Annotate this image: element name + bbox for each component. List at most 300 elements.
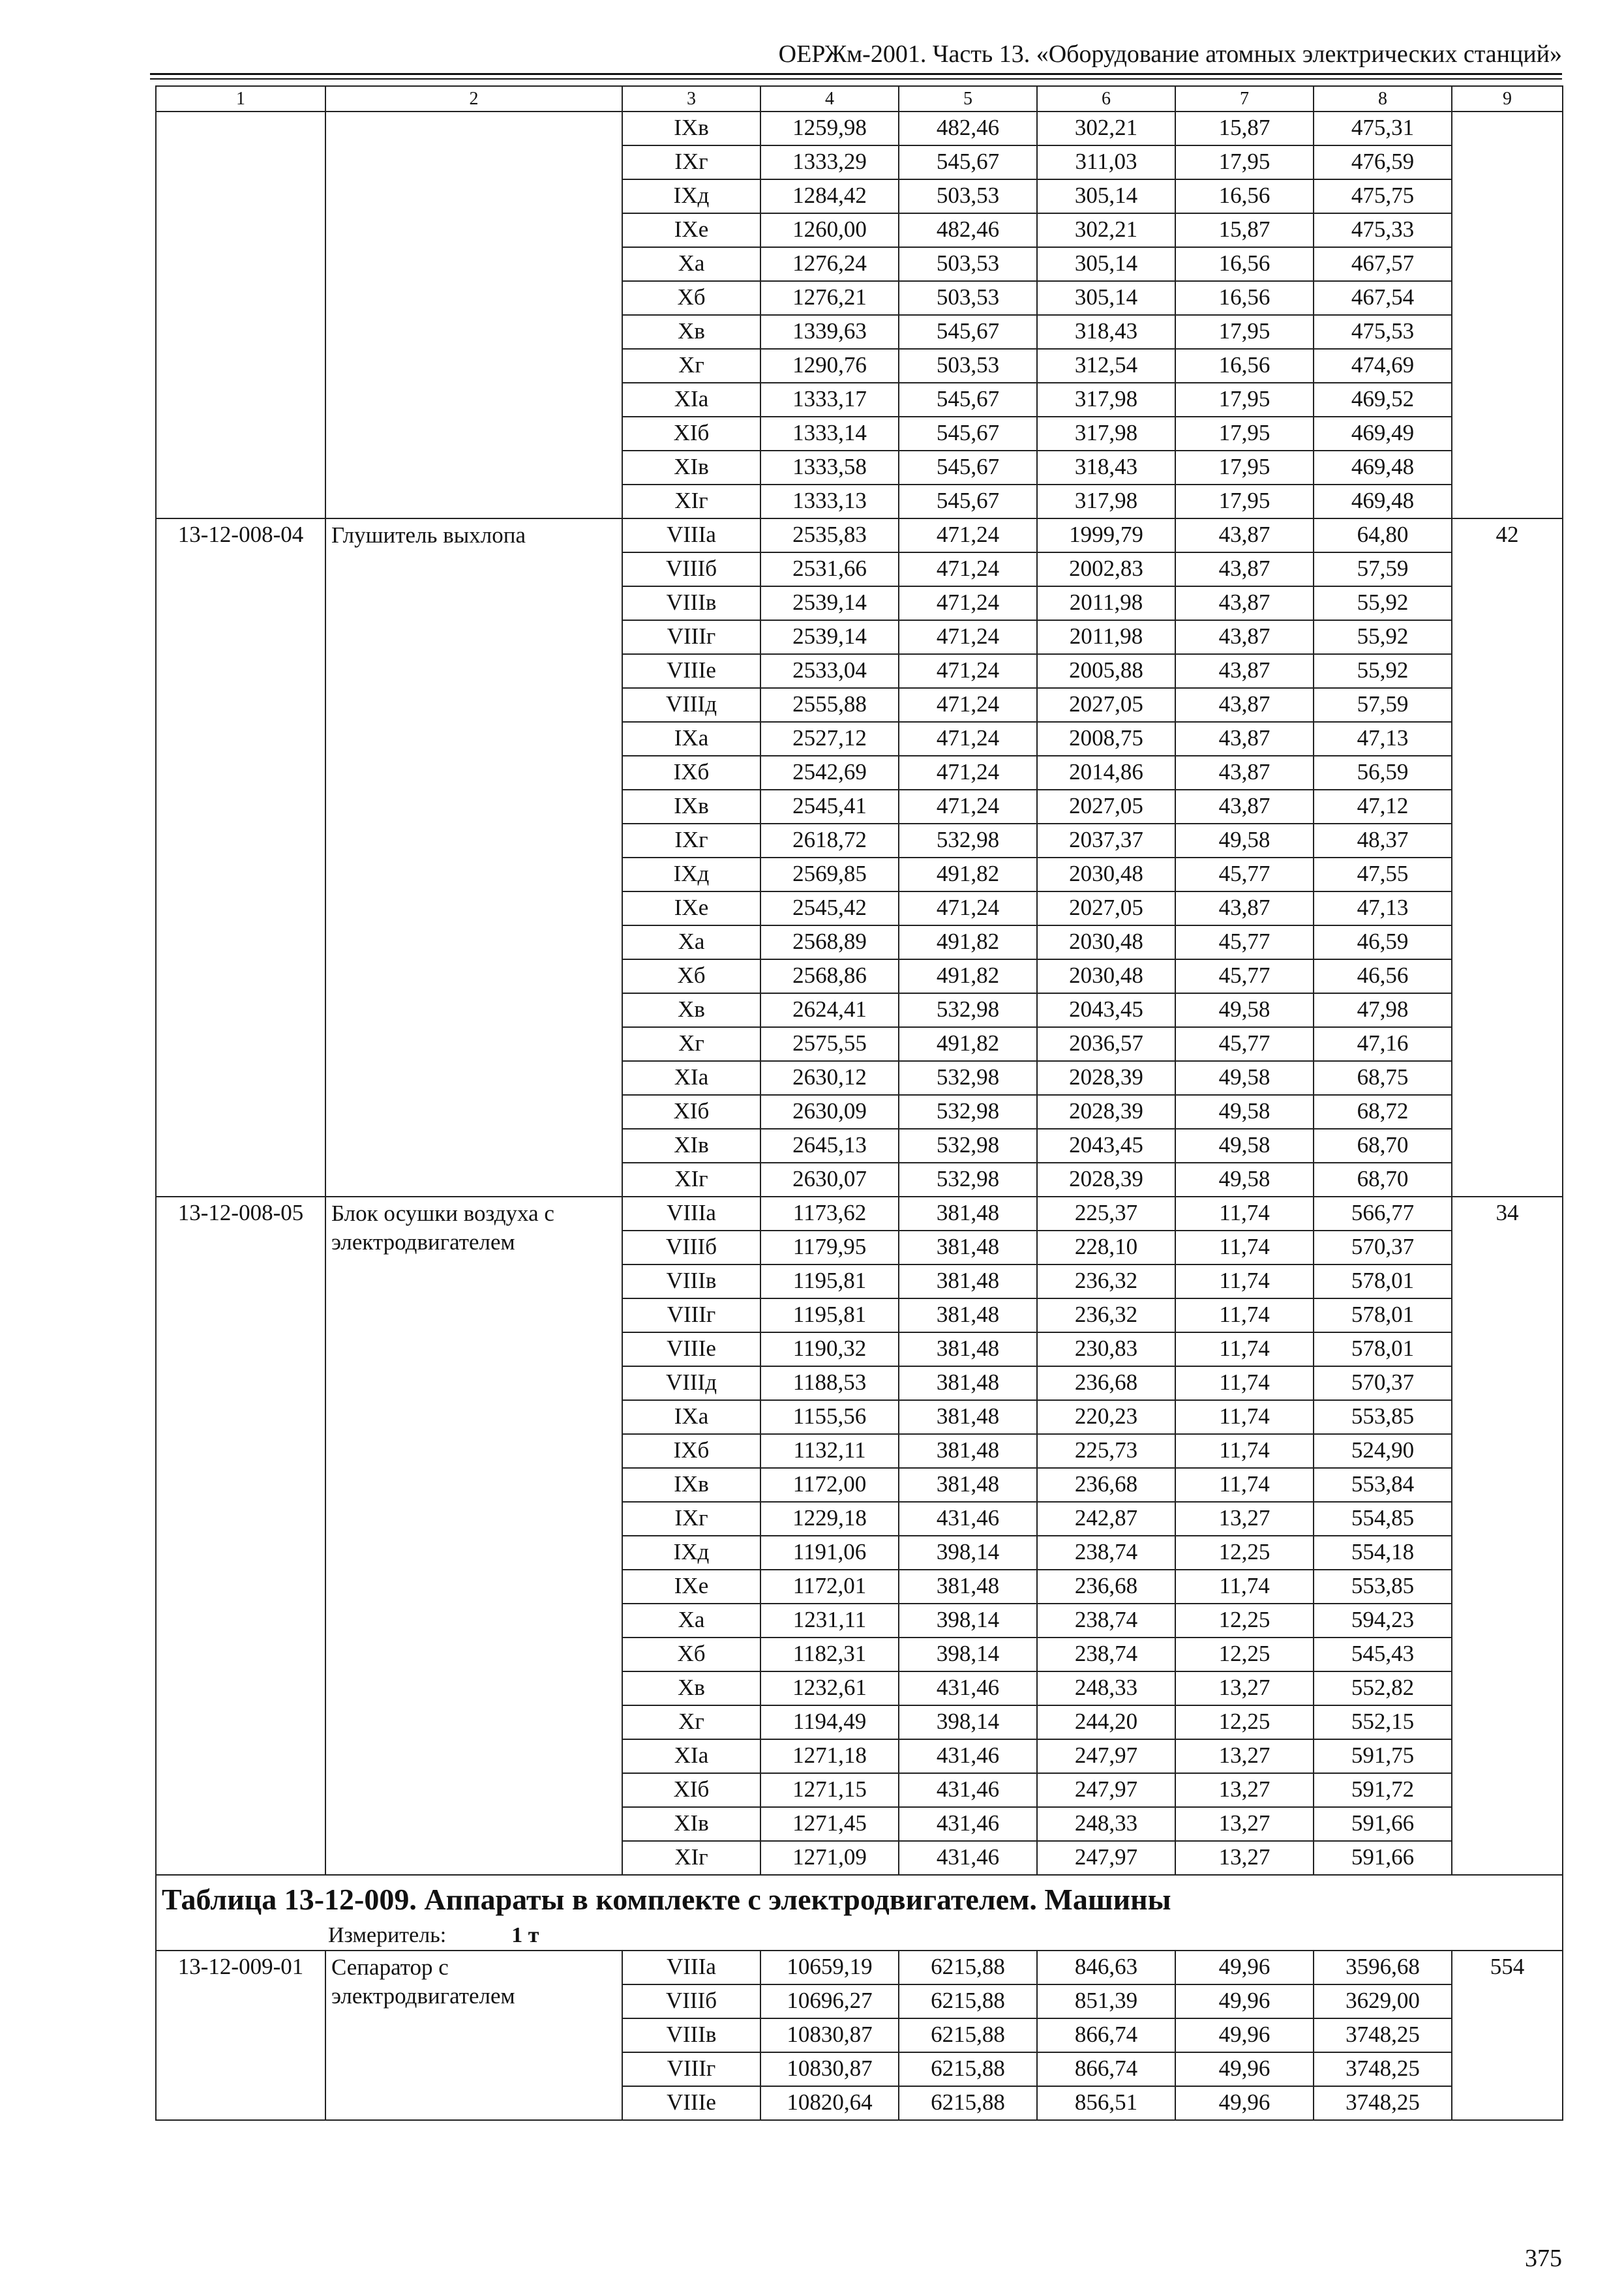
wage-cell: 532,98 [899, 1129, 1037, 1163]
total-cost-cell: 1172,01 [760, 1570, 899, 1604]
wage-cell: 491,82 [899, 959, 1037, 993]
machine-cost-cell: 247,97 [1037, 1739, 1175, 1773]
wage-cell: 503,53 [899, 247, 1037, 281]
machinist-wage-cell: 11,74 [1175, 1298, 1314, 1332]
wage-cell: 431,46 [899, 1671, 1037, 1705]
machinist-wage-cell: 17,95 [1175, 383, 1314, 417]
machinist-wage-cell: 45,77 [1175, 1027, 1314, 1061]
material-cost-cell: 553,85 [1314, 1570, 1452, 1604]
machine-cost-cell: 866,74 [1037, 2052, 1175, 2086]
total-cost-cell: 2624,41 [760, 993, 899, 1027]
machine-cost-cell: 2028,39 [1037, 1061, 1175, 1095]
total-cost-cell: 1231,11 [760, 1604, 899, 1638]
machine-cost-cell: 851,39 [1037, 1984, 1175, 2018]
zone-cell: XIв [622, 451, 760, 485]
wage-cell: 398,14 [899, 1638, 1037, 1671]
machinist-wage-cell: 49,96 [1175, 2052, 1314, 2086]
column-number: 8 [1314, 86, 1452, 112]
zone-cell: XIв [622, 1807, 760, 1841]
machinist-wage-cell: 43,87 [1175, 891, 1314, 925]
zone-cell: Xг [622, 1705, 760, 1739]
machinist-wage-cell: 45,77 [1175, 858, 1314, 891]
machinist-wage-cell: 12,25 [1175, 1536, 1314, 1570]
material-cost-cell: 578,01 [1314, 1264, 1452, 1298]
column-number: 2 [325, 86, 622, 112]
wage-cell: 491,82 [899, 858, 1037, 891]
total-cost-cell: 2527,12 [760, 722, 899, 756]
machinist-wage-cell: 11,74 [1175, 1400, 1314, 1434]
machinist-wage-cell: 12,25 [1175, 1638, 1314, 1671]
zone-cell: VIIIа [622, 1197, 760, 1231]
machine-cost-cell: 311,03 [1037, 145, 1175, 179]
wage-cell: 503,53 [899, 281, 1037, 315]
machinist-wage-cell: 11,74 [1175, 1231, 1314, 1264]
meter-value: 1 т [511, 1923, 539, 1947]
machinist-wage-cell: 43,87 [1175, 518, 1314, 552]
total-cost-cell: 10820,64 [760, 2086, 899, 2120]
machinist-wage-cell: 13,27 [1175, 1671, 1314, 1705]
zone-cell: XIг [622, 1163, 760, 1197]
section-row [156, 1875, 1563, 1951]
column-number: 9 [1452, 86, 1563, 112]
machinist-wage-cell: 13,27 [1175, 1841, 1314, 1875]
wage-cell: 471,24 [899, 756, 1037, 790]
material-cost-cell: 475,53 [1314, 315, 1452, 349]
material-cost-cell: 57,59 [1314, 688, 1452, 722]
total-cost-cell: 1271,45 [760, 1807, 899, 1841]
material-cost-cell: 552,15 [1314, 1705, 1452, 1739]
total-cost-cell: 2568,89 [760, 925, 899, 959]
total-cost-cell: 1333,14 [760, 417, 899, 451]
material-cost-cell: 469,48 [1314, 485, 1452, 518]
item-code: 13-12-008-05 [156, 1197, 325, 1875]
machine-cost-cell: 236,68 [1037, 1468, 1175, 1502]
total-cost-cell: 2645,13 [760, 1129, 899, 1163]
wage-cell: 491,82 [899, 1027, 1037, 1061]
zone-cell: IXб [622, 1434, 760, 1468]
zone-cell: VIIIг [622, 2052, 760, 2086]
zone-cell: VIIIб [622, 552, 760, 586]
machine-cost-cell: 248,33 [1037, 1807, 1175, 1841]
total-cost-cell: 2531,66 [760, 552, 899, 586]
material-cost-cell: 3748,25 [1314, 2086, 1452, 2120]
material-cost-cell: 591,75 [1314, 1739, 1452, 1773]
wage-cell: 381,48 [899, 1264, 1037, 1298]
zone-cell: IXг [622, 824, 760, 858]
machine-cost-cell: 236,68 [1037, 1570, 1175, 1604]
wage-cell: 381,48 [899, 1366, 1037, 1400]
wage-cell: 471,24 [899, 722, 1037, 756]
zone-cell: VIIIг [622, 620, 760, 654]
wage-cell: 6215,88 [899, 2018, 1037, 2052]
total-cost-cell: 1190,32 [760, 1332, 899, 1366]
machine-cost-cell: 317,98 [1037, 383, 1175, 417]
zone-cell: VIIIв [622, 1264, 760, 1298]
machine-cost-cell: 2028,39 [1037, 1163, 1175, 1197]
total-cost-cell: 1232,61 [760, 1671, 899, 1705]
total-cost-cell: 2618,72 [760, 824, 899, 858]
total-cost-cell: 1182,31 [760, 1638, 899, 1671]
machinist-wage-cell: 11,74 [1175, 1434, 1314, 1468]
machinist-wage-cell: 15,87 [1175, 213, 1314, 247]
machinist-wage-cell: 45,77 [1175, 959, 1314, 993]
material-cost-cell: 3596,68 [1314, 1951, 1452, 1984]
material-cost-cell: 55,92 [1314, 654, 1452, 688]
total-cost-cell: 2568,86 [760, 959, 899, 993]
machine-cost-cell: 247,97 [1037, 1841, 1175, 1875]
total-cost-cell: 10659,19 [760, 1951, 899, 1984]
machine-cost-cell: 2002,83 [1037, 552, 1175, 586]
wage-cell: 545,67 [899, 383, 1037, 417]
wage-cell: 545,67 [899, 485, 1037, 518]
machine-cost-cell: 236,32 [1037, 1264, 1175, 1298]
machine-cost-cell: 2030,48 [1037, 959, 1175, 993]
material-cost-cell: 553,84 [1314, 1468, 1452, 1502]
wage-cell: 503,53 [899, 349, 1037, 383]
machine-cost-cell: 317,98 [1037, 485, 1175, 518]
meter-line [162, 1924, 1557, 1950]
column-number: 6 [1037, 86, 1175, 112]
wage-cell: 545,67 [899, 417, 1037, 451]
material-cost-cell: 476,59 [1314, 145, 1452, 179]
header-rule-thin [150, 78, 1562, 80]
machine-cost-cell: 2027,05 [1037, 688, 1175, 722]
zone-cell: IXе [622, 1570, 760, 1604]
column-number: 7 [1175, 86, 1314, 112]
zone-cell: VIIIв [622, 2018, 760, 2052]
total-cost-cell: 2630,07 [760, 1163, 899, 1197]
column-number: 5 [899, 86, 1037, 112]
wage-cell: 471,24 [899, 891, 1037, 925]
machine-cost-cell: 248,33 [1037, 1671, 1175, 1705]
material-cost-cell: 545,43 [1314, 1638, 1452, 1671]
machine-cost-cell: 2043,45 [1037, 993, 1175, 1027]
zone-cell: IXе [622, 891, 760, 925]
zone-cell: Xб [622, 281, 760, 315]
wage-cell: 381,48 [899, 1298, 1037, 1332]
wage-cell: 398,14 [899, 1536, 1037, 1570]
total-cost-cell: 1276,24 [760, 247, 899, 281]
wage-cell: 381,48 [899, 1231, 1037, 1264]
item-name: Глушитель выхлопа [325, 518, 622, 1197]
zone-cell: Xв [622, 993, 760, 1027]
zone-cell: VIIIе [622, 2086, 760, 2120]
total-cost-cell: 2569,85 [760, 858, 899, 891]
material-cost-cell: 475,75 [1314, 179, 1452, 213]
material-cost-cell: 68,70 [1314, 1129, 1452, 1163]
machine-cost-cell: 244,20 [1037, 1705, 1175, 1739]
zone-cell: Xв [622, 1671, 760, 1705]
machine-cost-cell: 1999,79 [1037, 518, 1175, 552]
machine-cost-cell: 228,10 [1037, 1231, 1175, 1264]
material-cost-cell: 47,16 [1314, 1027, 1452, 1061]
material-cost-cell: 47,13 [1314, 722, 1452, 756]
machinist-wage-cell: 49,96 [1175, 2018, 1314, 2052]
material-cost-cell: 68,72 [1314, 1095, 1452, 1129]
wage-cell: 471,24 [899, 552, 1037, 586]
item-code: 13-12-008-04 [156, 518, 325, 1197]
zone-cell: VIIIа [622, 1951, 760, 1984]
wage-cell: 6215,88 [899, 1951, 1037, 1984]
total-cost-cell: 1195,81 [760, 1264, 899, 1298]
zone-cell: Xв [622, 315, 760, 349]
zone-cell: IXв [622, 790, 760, 824]
wage-cell: 532,98 [899, 824, 1037, 858]
labor-cost-cell: 34 [1452, 1197, 1563, 1875]
material-cost-cell: 591,72 [1314, 1773, 1452, 1807]
wage-cell: 6215,88 [899, 2086, 1037, 2120]
material-cost-cell: 475,33 [1314, 213, 1452, 247]
total-cost-cell: 1179,95 [760, 1231, 899, 1264]
machinist-wage-cell: 13,27 [1175, 1807, 1314, 1841]
table-body [156, 86, 1563, 2120]
wage-cell: 545,67 [899, 145, 1037, 179]
zone-cell: IXа [622, 722, 760, 756]
wage-cell: 381,48 [899, 1570, 1037, 1604]
machinist-wage-cell: 43,87 [1175, 722, 1314, 756]
wage-cell: 381,48 [899, 1197, 1037, 1231]
machine-cost-cell: 317,98 [1037, 417, 1175, 451]
machinist-wage-cell: 49,58 [1175, 1095, 1314, 1129]
total-cost-cell: 10830,87 [760, 2052, 899, 2086]
wage-cell: 545,67 [899, 315, 1037, 349]
machinist-wage-cell: 49,58 [1175, 1129, 1314, 1163]
zone-cell: Xб [622, 1638, 760, 1671]
material-cost-cell: 64,80 [1314, 518, 1452, 552]
machine-cost-cell: 302,21 [1037, 112, 1175, 145]
machine-cost-cell: 2011,98 [1037, 586, 1175, 620]
machine-cost-cell: 225,37 [1037, 1197, 1175, 1231]
item-code: 13-12-009-01 [156, 1951, 325, 2120]
total-cost-cell: 1173,62 [760, 1197, 899, 1231]
total-cost-cell: 2535,83 [760, 518, 899, 552]
material-cost-cell: 566,77 [1314, 1197, 1452, 1231]
zone-cell: IXв [622, 1468, 760, 1502]
machine-cost-cell: 2027,05 [1037, 790, 1175, 824]
machine-cost-cell: 2027,05 [1037, 891, 1175, 925]
zone-cell: VIIIа [622, 518, 760, 552]
zone-cell: IXа [622, 1400, 760, 1434]
total-cost-cell: 1339,63 [760, 315, 899, 349]
zone-cell: IXд [622, 179, 760, 213]
total-cost-cell: 1333,58 [760, 451, 899, 485]
total-cost-cell: 1271,15 [760, 1773, 899, 1807]
total-cost-cell: 1191,06 [760, 1536, 899, 1570]
wage-cell: 532,98 [899, 1095, 1037, 1129]
wage-cell: 431,46 [899, 1502, 1037, 1536]
total-cost-cell: 1194,49 [760, 1705, 899, 1739]
machine-cost-cell: 866,74 [1037, 2018, 1175, 2052]
machinist-wage-cell: 16,56 [1175, 281, 1314, 315]
total-cost-cell: 2542,69 [760, 756, 899, 790]
zone-cell: VIIIе [622, 654, 760, 688]
wage-cell: 381,48 [899, 1400, 1037, 1434]
wage-cell: 532,98 [899, 1163, 1037, 1197]
material-cost-cell: 469,52 [1314, 383, 1452, 417]
machinist-wage-cell: 17,95 [1175, 485, 1314, 518]
total-cost-cell: 1229,18 [760, 1502, 899, 1536]
total-cost-cell: 1284,42 [760, 179, 899, 213]
wage-cell: 471,24 [899, 518, 1037, 552]
total-cost-cell: 1260,00 [760, 213, 899, 247]
material-cost-cell: 56,59 [1314, 756, 1452, 790]
total-cost-cell: 1259,98 [760, 112, 899, 145]
zone-cell: IXг [622, 145, 760, 179]
machinist-wage-cell: 11,74 [1175, 1468, 1314, 1502]
machine-cost-cell: 2030,48 [1037, 858, 1175, 891]
material-cost-cell: 3748,25 [1314, 2018, 1452, 2052]
machinist-wage-cell: 43,87 [1175, 552, 1314, 586]
zone-cell: XIг [622, 485, 760, 518]
column-number-row [156, 86, 1563, 112]
machine-cost-cell: 305,14 [1037, 281, 1175, 315]
zone-cell: XIв [622, 1129, 760, 1163]
machinist-wage-cell: 17,95 [1175, 417, 1314, 451]
material-cost-cell: 47,55 [1314, 858, 1452, 891]
machine-cost-cell: 2036,57 [1037, 1027, 1175, 1061]
page-number: 375 [1525, 2245, 1562, 2272]
rates-table [155, 85, 1563, 2121]
machine-cost-cell: 318,43 [1037, 451, 1175, 485]
total-cost-cell: 2545,41 [760, 790, 899, 824]
total-cost-cell: 10830,87 [760, 2018, 899, 2052]
total-cost-cell: 1333,17 [760, 383, 899, 417]
zone-cell: Xа [622, 1604, 760, 1638]
zone-cell: Xа [622, 247, 760, 281]
machinist-wage-cell: 49,58 [1175, 993, 1314, 1027]
zone-cell: VIIIб [622, 1984, 760, 2018]
zone-cell: XIб [622, 1773, 760, 1807]
labor-cost-cell [1452, 112, 1563, 518]
material-cost-cell: 554,18 [1314, 1536, 1452, 1570]
zone-cell: VIIIд [622, 688, 760, 722]
machinist-wage-cell: 11,74 [1175, 1264, 1314, 1298]
machinist-wage-cell: 11,74 [1175, 1332, 1314, 1366]
material-cost-cell: 47,98 [1314, 993, 1452, 1027]
zone-cell: IXе [622, 213, 760, 247]
total-cost-cell: 2539,14 [760, 586, 899, 620]
machinist-wage-cell: 49,96 [1175, 1984, 1314, 2018]
machine-cost-cell: 2028,39 [1037, 1095, 1175, 1129]
zone-cell: VIIIв [622, 586, 760, 620]
material-cost-cell: 578,01 [1314, 1298, 1452, 1332]
machinist-wage-cell: 13,27 [1175, 1502, 1314, 1536]
wage-cell: 6215,88 [899, 2052, 1037, 2086]
machine-cost-cell: 230,83 [1037, 1332, 1175, 1366]
machine-cost-cell: 2011,98 [1037, 620, 1175, 654]
machinist-wage-cell: 49,96 [1175, 1951, 1314, 1984]
machine-cost-cell: 247,97 [1037, 1773, 1175, 1807]
machinist-wage-cell: 13,27 [1175, 1773, 1314, 1807]
machine-cost-cell: 2005,88 [1037, 654, 1175, 688]
total-cost-cell: 1155,56 [760, 1400, 899, 1434]
machinist-wage-cell: 17,95 [1175, 145, 1314, 179]
zone-cell: XIа [622, 1061, 760, 1095]
column-number: 1 [156, 86, 325, 112]
machinist-wage-cell: 11,74 [1175, 1197, 1314, 1231]
wage-cell: 482,46 [899, 213, 1037, 247]
machinist-wage-cell: 43,87 [1175, 790, 1314, 824]
total-cost-cell: 1271,09 [760, 1841, 899, 1875]
material-cost-cell: 57,59 [1314, 552, 1452, 586]
machine-cost-cell: 2037,37 [1037, 824, 1175, 858]
item-name: Сепаратор с электродвигателем [325, 1951, 622, 2120]
machinist-wage-cell: 12,25 [1175, 1705, 1314, 1739]
material-cost-cell: 578,01 [1314, 1332, 1452, 1366]
wage-cell: 381,48 [899, 1434, 1037, 1468]
wage-cell: 431,46 [899, 1807, 1037, 1841]
machinist-wage-cell: 11,74 [1175, 1366, 1314, 1400]
zone-cell: VIIIг [622, 1298, 760, 1332]
machinist-wage-cell: 43,87 [1175, 756, 1314, 790]
total-cost-cell: 1188,53 [760, 1366, 899, 1400]
total-cost-cell: 1290,76 [760, 349, 899, 383]
material-cost-cell: 47,13 [1314, 891, 1452, 925]
wage-cell: 431,46 [899, 1739, 1037, 1773]
material-cost-cell: 68,75 [1314, 1061, 1452, 1095]
machine-cost-cell: 236,32 [1037, 1298, 1175, 1332]
table-row [156, 518, 1563, 552]
machine-cost-cell: 2008,75 [1037, 722, 1175, 756]
material-cost-cell: 552,82 [1314, 1671, 1452, 1705]
machine-cost-cell: 302,21 [1037, 213, 1175, 247]
material-cost-cell: 68,70 [1314, 1163, 1452, 1197]
material-cost-cell: 469,49 [1314, 417, 1452, 451]
material-cost-cell: 553,85 [1314, 1400, 1452, 1434]
machine-cost-cell: 305,14 [1037, 247, 1175, 281]
machine-cost-cell: 225,73 [1037, 1434, 1175, 1468]
total-cost-cell: 1132,11 [760, 1434, 899, 1468]
total-cost-cell: 2545,42 [760, 891, 899, 925]
table-row [156, 112, 1563, 145]
zone-cell: IXв [622, 112, 760, 145]
material-cost-cell: 570,37 [1314, 1366, 1452, 1400]
wage-cell: 482,46 [899, 112, 1037, 145]
zone-cell: Xг [622, 349, 760, 383]
material-cost-cell: 46,59 [1314, 925, 1452, 959]
material-cost-cell: 570,37 [1314, 1231, 1452, 1264]
wage-cell: 545,67 [899, 451, 1037, 485]
total-cost-cell: 2555,88 [760, 688, 899, 722]
zone-cell: XIа [622, 383, 760, 417]
wage-cell: 491,82 [899, 925, 1037, 959]
machine-cost-cell: 318,43 [1037, 315, 1175, 349]
machinist-wage-cell: 16,56 [1175, 179, 1314, 213]
wage-cell: 532,98 [899, 993, 1037, 1027]
machinist-wage-cell: 49,58 [1175, 1163, 1314, 1197]
total-cost-cell: 1271,18 [760, 1739, 899, 1773]
material-cost-cell: 474,69 [1314, 349, 1452, 383]
machinist-wage-cell: 16,56 [1175, 247, 1314, 281]
material-cost-cell: 55,92 [1314, 586, 1452, 620]
meter-label: Измеритель: [328, 1923, 447, 1947]
machine-cost-cell: 2014,86 [1037, 756, 1175, 790]
zone-cell: VIIIе [622, 1332, 760, 1366]
machinist-wage-cell: 15,87 [1175, 112, 1314, 145]
total-cost-cell: 2630,12 [760, 1061, 899, 1095]
wage-cell: 471,24 [899, 586, 1037, 620]
labor-cost-cell: 42 [1452, 518, 1563, 1197]
machine-cost-cell: 238,74 [1037, 1604, 1175, 1638]
wage-cell: 471,24 [899, 688, 1037, 722]
wage-cell: 471,24 [899, 654, 1037, 688]
wage-cell: 471,24 [899, 790, 1037, 824]
machinist-wage-cell: 11,74 [1175, 1570, 1314, 1604]
zone-cell: XIб [622, 1095, 760, 1129]
machine-cost-cell: 236,68 [1037, 1366, 1175, 1400]
machine-cost-cell: 238,74 [1037, 1536, 1175, 1570]
total-cost-cell: 2533,04 [760, 654, 899, 688]
